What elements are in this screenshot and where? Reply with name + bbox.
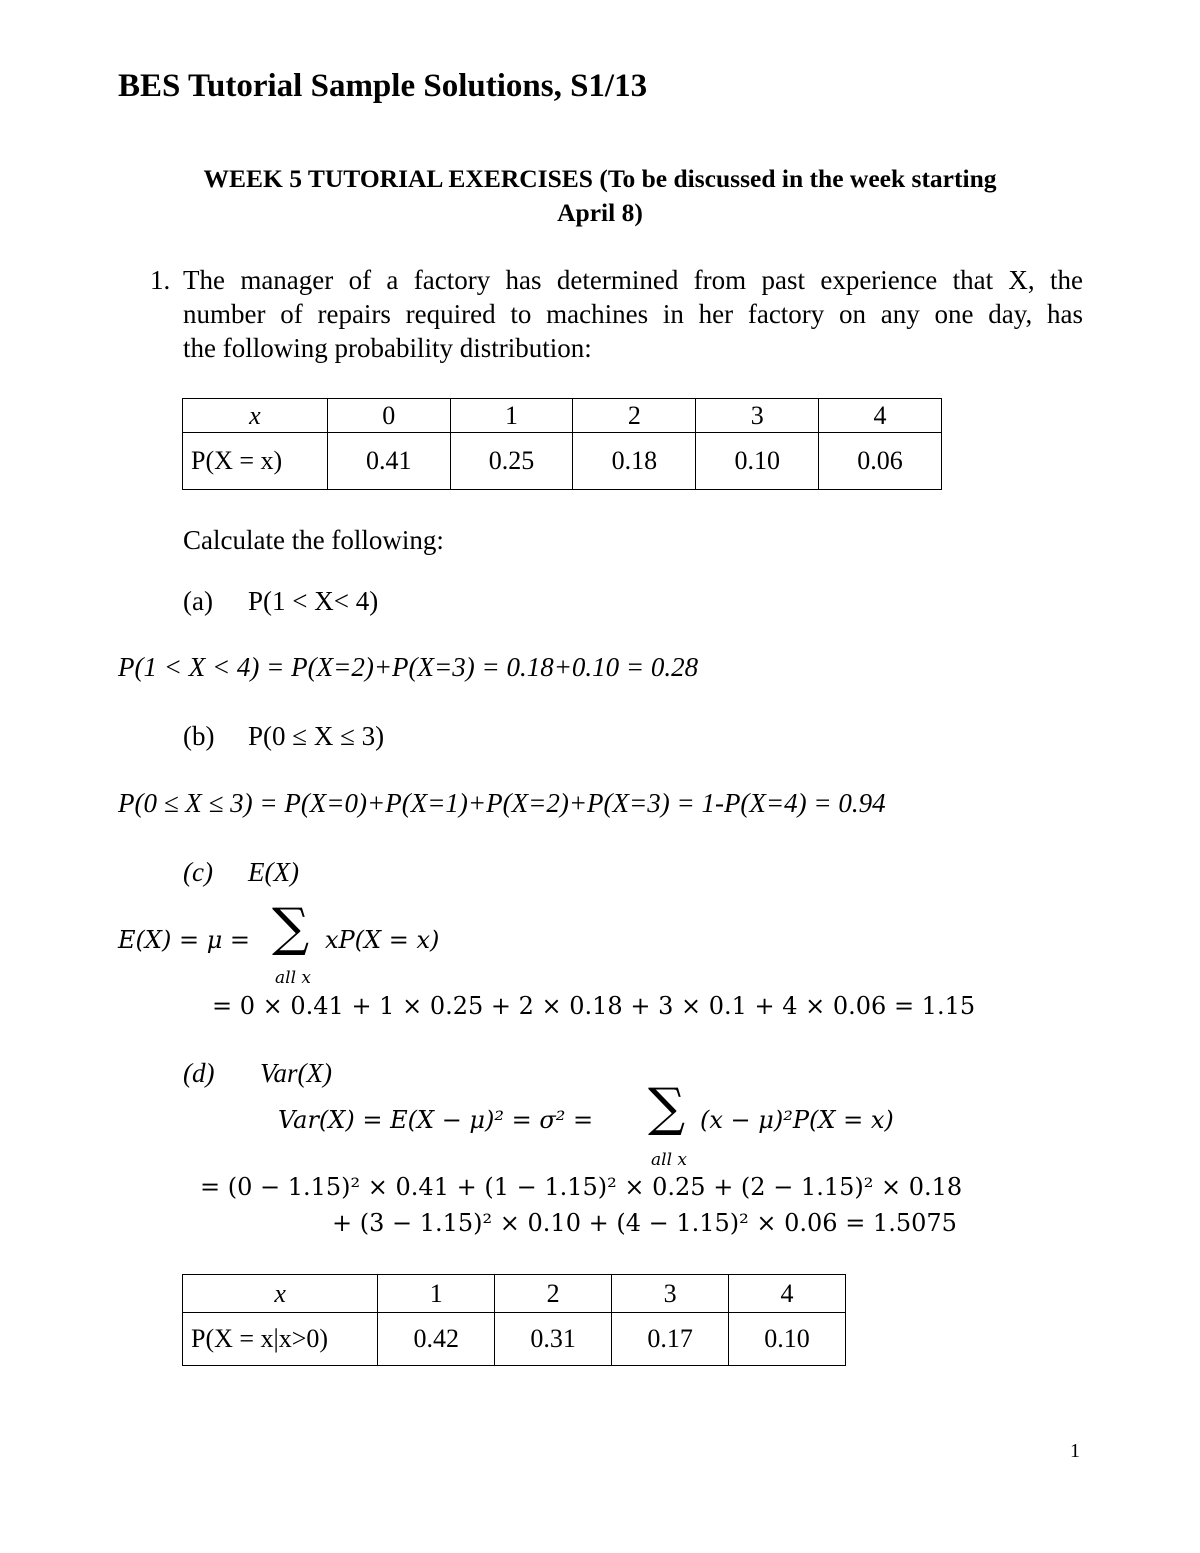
probability-table (182, 398, 942, 490)
table-cell: 0.31 (495, 1313, 612, 1366)
table-row-label: P(X = x) (183, 433, 328, 490)
part-d-sum-index: all x (651, 1150, 688, 1170)
page-number: 1 (1070, 1440, 1080, 1462)
table-cell: 0.18 (573, 433, 696, 490)
section-heading-line1: WEEK 5 TUTORIAL EXERCISES (To be discussed in the week starting (203, 164, 997, 193)
conditional-probability-table (182, 1274, 846, 1366)
document-title: BES Tutorial Sample Solutions, S1/13 (118, 68, 648, 104)
table-cell: 0.10 (729, 1313, 846, 1366)
table-cell: 0.10 (696, 433, 819, 490)
section-heading-line2: April 8) (557, 198, 643, 227)
part-c-rhs: xP(X = x) (325, 926, 440, 954)
part-b-label: (b) (183, 721, 215, 751)
calculate-prompt: Calculate the following: (183, 525, 444, 555)
question-text-line3: the following probability distribution: (183, 333, 592, 363)
part-c-expansion: = 0 × 0.41 + 1 × 0.25 + 2 × 0.18 + 3 × 0.1 + 4 × 0.06 = 1.15 (212, 992, 976, 1020)
table-header-cell: 1 (450, 399, 573, 433)
part-d-expression: Var(X) (260, 1058, 332, 1088)
part-c-label: (c) (183, 857, 213, 887)
table-header-cell: x (183, 399, 328, 433)
part-d-label: (d) (183, 1058, 215, 1088)
table-header-cell: 3 (612, 1275, 729, 1313)
part-d-rhs: (x − μ)²P(X = x) (700, 1106, 894, 1134)
question-text-line2: number of repairs required to machines in her factory on any one day, has (183, 299, 1083, 329)
question-text (183, 263, 1083, 365)
table-row-label: P(X = x|x>0) (183, 1313, 378, 1366)
question-text-line1: The manager of a factory has determined from past experience that X, the (183, 265, 1083, 295)
sigma-icon: ∑ (272, 898, 310, 958)
table-header-cell: 3 (696, 399, 819, 433)
table-header-cell: 1 (378, 1275, 495, 1313)
table-cell: 0.06 (819, 433, 942, 490)
part-c-expression: E(X) (248, 857, 299, 887)
table-header-cell: 2 (573, 399, 696, 433)
table-header-cell: 2 (495, 1275, 612, 1313)
sigma-icon: ∑ (648, 1078, 686, 1138)
table-cell: 0.42 (378, 1313, 495, 1366)
part-d-expansion-line2: + (3 − 1.15)² × 0.10 + (4 − 1.15)² × 0.06 = 1.5075 (332, 1209, 957, 1237)
part-d-lhs: Var(X) = E(X − μ)² = σ² = (278, 1106, 594, 1134)
part-b-answer: P(0 ≤ X ≤ 3) = P(X=0)+P(X=1)+P(X=2)+P(X=3) = 1-P(X=4) = 0.94 (118, 788, 886, 818)
part-b-expression: P(0 ≤ X ≤ 3) (248, 721, 385, 751)
table-header-cell: 4 (819, 399, 942, 433)
part-a-answer: P(1 < X < 4) = P(X=2)+P(X=3) = 0.18+0.10 = 0.28 (118, 652, 699, 682)
table-cell: 0.25 (450, 433, 573, 490)
table-cell: 0.41 (327, 433, 450, 490)
section-heading (118, 162, 1082, 230)
table-header-cell: 4 (729, 1275, 846, 1313)
part-a-expression: P(1 < X< 4) (248, 586, 379, 616)
table-header-cell: 0 (327, 399, 450, 433)
part-d-expansion-line1: = (0 − 1.15)² × 0.41 + (1 − 1.15)² × 0.25 + (2 − 1.15)² × 0.18 (200, 1173, 963, 1201)
table-header-cell: x (183, 1275, 378, 1313)
part-c-lhs: E(X) = μ = (118, 926, 251, 954)
part-a-label: (a) (183, 586, 213, 616)
table-cell: 0.17 (612, 1313, 729, 1366)
question-number: 1. (150, 265, 171, 295)
part-c-sum-index: all x (275, 968, 312, 988)
